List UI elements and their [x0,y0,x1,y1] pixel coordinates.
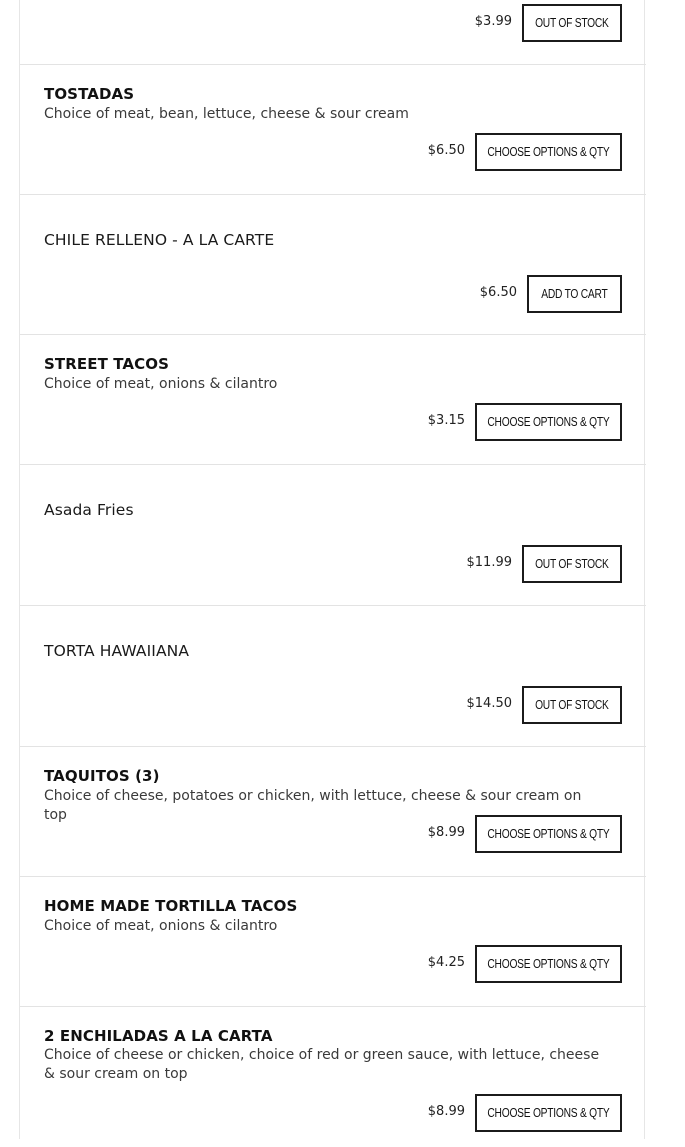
choose-options-button[interactable]: CHOOSE OPTIONS & QTY [475,945,622,983]
menu-item [20,1007,646,1147]
item-name: HOME MADE TORTILLA TACOS [44,897,298,915]
menu-item [20,335,646,465]
menu-item-list [19,0,645,1139]
menu-item [20,877,646,1007]
out-of-stock-button[interactable]: OUT OF STOCK [522,4,622,42]
menu-item [20,606,646,747]
item-description: Choice of meat, onions & cilantro [44,918,278,934]
item-description: Choice of meat, bean, lettuce, cheese & sour cream [44,106,409,122]
item-price: $6.50 [479,285,517,300]
item-name: TAQUITOS (3) [44,767,160,785]
menu-item [20,195,646,335]
item-price: $4.25 [427,955,465,970]
item-name: TOSTADAS [44,85,135,103]
item-name: TORTA HAWAIIANA [44,642,190,660]
item-price: $8.99 [427,825,465,840]
item-name: STREET TACOS [44,355,169,373]
menu-item [20,465,646,606]
item-price: $8.99 [427,1104,465,1119]
item-name: CHILE RELLENO - A LA CARTE [44,231,275,249]
menu-item [20,0,646,65]
item-price: $14.50 [466,696,512,711]
out-of-stock-button[interactable]: OUT OF STOCK [522,545,622,583]
out-of-stock-button[interactable]: OUT OF STOCK [522,686,622,724]
choose-options-button[interactable]: CHOOSE OPTIONS & QTY [475,1094,622,1132]
item-description: Choice of cheese or chicken, choice of red or green sauce, with lettuce, cheese & sour cream on top [44,1047,600,1082]
menu-item [20,747,646,877]
item-name: Asada Fries [44,501,134,519]
item-description: Choice of meat, onions & cilantro [44,376,278,392]
item-description: Choice of cheese, potatoes or chicken, with lettuce, cheese & sour cream on top [44,788,582,823]
menu-item [20,65,646,195]
item-price: $3.15 [427,413,465,428]
add-to-cart-button[interactable]: ADD TO CART [527,275,622,313]
item-price: $6.50 [427,143,465,158]
item-price: $3.99 [474,14,512,29]
choose-options-button[interactable]: CHOOSE OPTIONS & QTY [475,815,622,853]
item-name: 2 ENCHILADAS A LA CARTA [44,1027,273,1045]
choose-options-button[interactable]: CHOOSE OPTIONS & QTY [475,403,622,441]
choose-options-button[interactable]: CHOOSE OPTIONS & QTY [475,133,622,171]
item-price: $11.99 [466,555,512,570]
